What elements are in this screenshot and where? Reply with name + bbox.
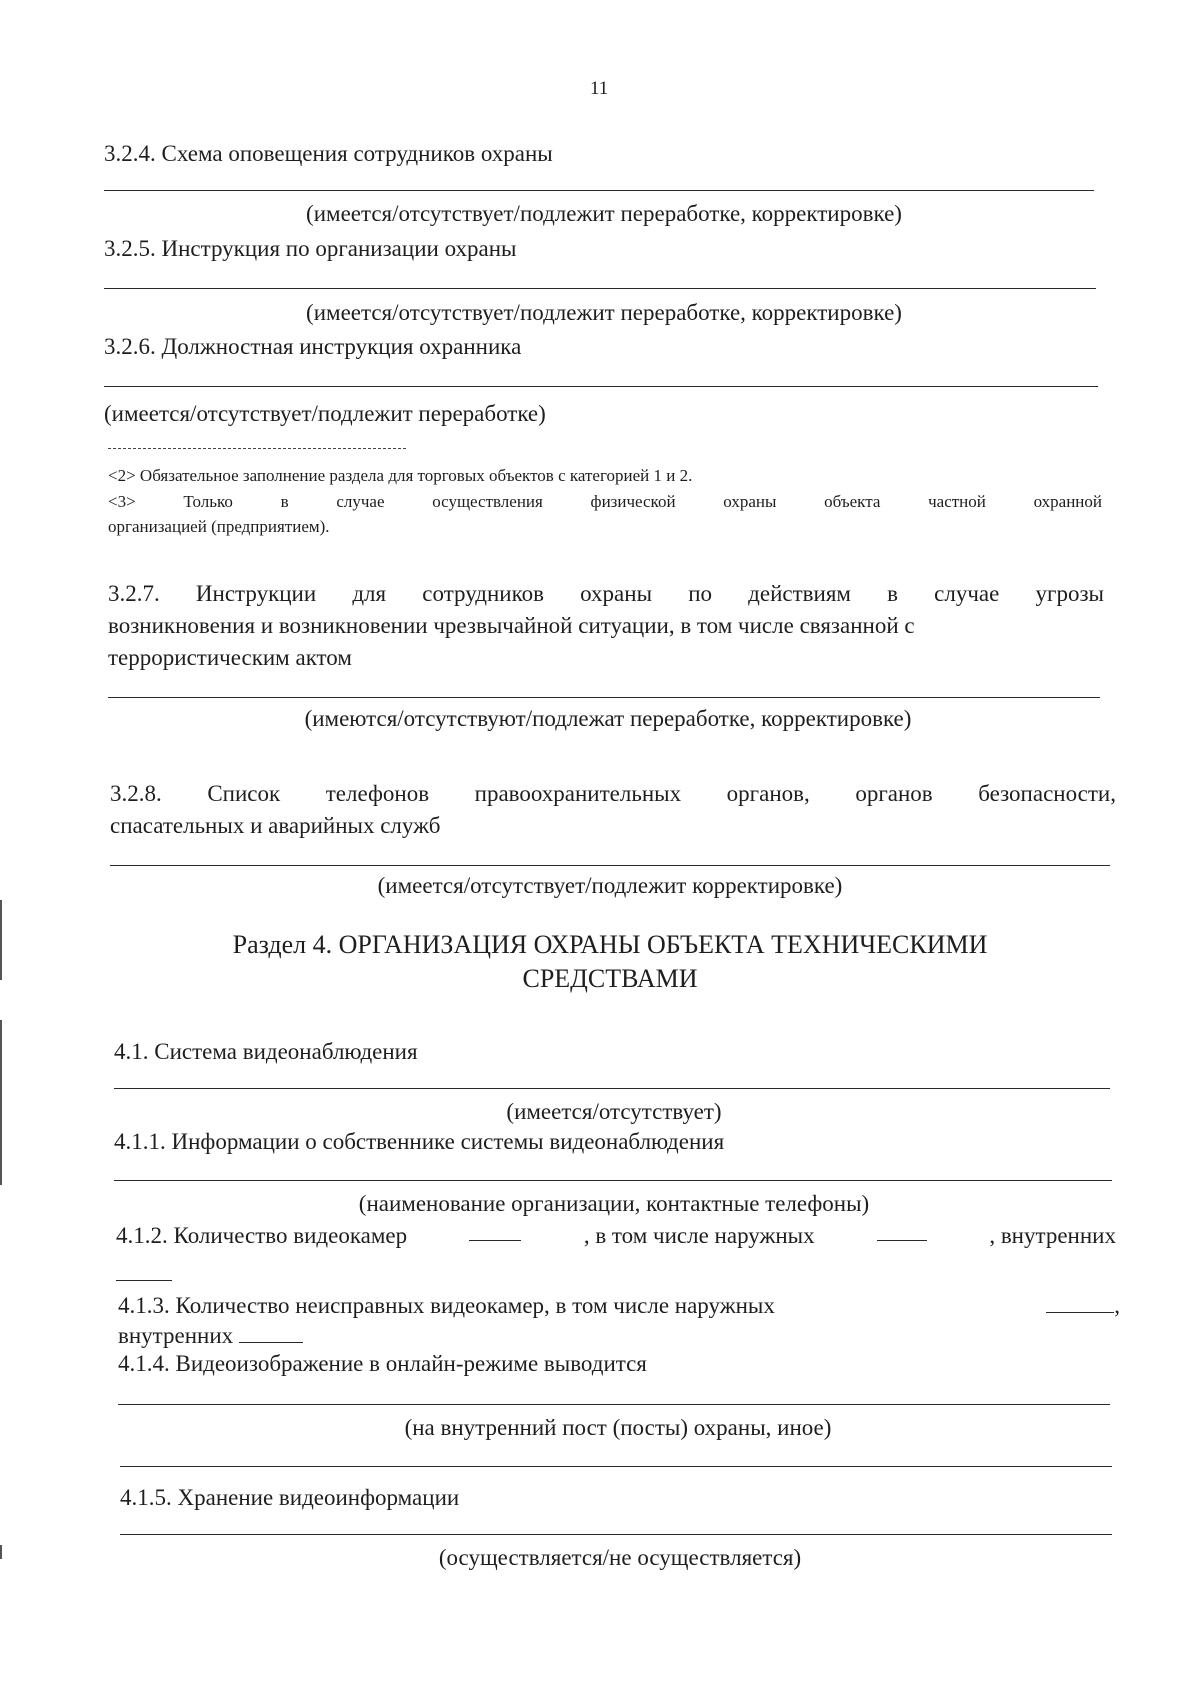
faulty-indoor-blank[interactable] (239, 1324, 303, 1343)
item-4-1-3-indoor-label: внутренних (118, 1323, 234, 1348)
item-3-2-6-title: 3.2.6. Должностная инструкция охранника (104, 334, 522, 359)
item-4-1-2-indoor-label: , внутренних (989, 1223, 1116, 1248)
item-4-1-title: 4.1. Система видеонаблюдения (114, 1039, 418, 1064)
item-4-1-caption: (имеется/отсутствует) (506, 1099, 722, 1124)
fill-line[interactable] (104, 190, 1094, 191)
indoor-count-blank[interactable] (116, 1280, 172, 1281)
fill-line[interactable] (114, 1088, 1110, 1089)
footnote-2: <2> Обязательное заполнение раздела для торговых объектов с категорией 1 и 2. (108, 466, 693, 485)
item-4-1-2-row (116, 1222, 1116, 1250)
section-4-heading-line1: Раздел 4. ОРГАНИЗАЦИЯ ОХРАНЫ ОБЪЕКТА ТЕХНИЧЕСКИМИ (232, 930, 988, 959)
outdoor-count-blank[interactable] (877, 1222, 927, 1241)
fill-line[interactable] (104, 288, 1096, 289)
footnote-3-line1: <3> Только в случае осуществления физической охраны объекта частной охранной (108, 492, 1102, 511)
item-4-1-2-label: 4.1.2. Количество видеокамер (116, 1223, 408, 1248)
fill-line[interactable] (110, 865, 1110, 866)
scan-edge-mark (0, 900, 2, 980)
item-4-1-4-title: 4.1.4. Видеоизображение в онлайн-режиме выводится (118, 1351, 647, 1376)
item-3-2-4-title: 3.2.4. Схема оповещения сотрудников охраны (104, 141, 553, 166)
item-3-2-8-caption: (имеется/отсутствует/подлежит корректировке) (377, 873, 843, 898)
scan-edge-mark (0, 1020, 2, 1185)
fill-line[interactable] (104, 386, 1098, 387)
item-3-2-4-caption: (имеется/отсутствует/подлежит переработке, корректировке) (306, 201, 902, 226)
item-3-2-7-line3: террористическим актом (108, 645, 352, 670)
fill-line[interactable] (114, 1180, 1112, 1181)
fill-line[interactable] (108, 697, 1100, 698)
item-4-1-5-title: 4.1.5. Хранение видеоинформации (120, 1485, 460, 1510)
page-number: 11 (590, 78, 609, 99)
item-3-2-7-line1: 3.2.7. Инструкции для сотрудников охраны по действиям в случае угрозы (108, 581, 1104, 606)
fill-line[interactable] (120, 1534, 1112, 1535)
item-3-2-7-line2: возникновения и возникновении чрезвычайной ситуации, в том числе связанной с (108, 613, 915, 638)
item-4-1-2-outdoor-label: , в том числе наружных (583, 1223, 815, 1248)
fill-line[interactable] (120, 1466, 1112, 1467)
item-4-1-4-caption: (на внутренний пост (посты) охраны, иное) (404, 1415, 832, 1440)
item-4-1-1-caption: (наименование организации, контактные телефоны) (358, 1191, 870, 1216)
item-4-1-1-title: 4.1.1. Информации о собственнике системы видеонаблюдения (114, 1129, 725, 1154)
item-4-1-3-row (118, 1292, 1120, 1320)
item-4-1-3-comma: , (1114, 1293, 1120, 1318)
item-3-2-8-line1: 3.2.8. Список телефонов правоохранительных органов, органов безопасности, (110, 781, 1116, 806)
section-4-heading-line2: СРЕДСТВАМИ (522, 964, 698, 993)
item-4-1-3-label: 4.1.3. Количество неисправных видеокамер, в том числе наружных (118, 1293, 775, 1318)
scan-edge-mark (0, 1545, 2, 1559)
item-3-2-7-caption: (имеются/отсутствуют/подлежат переработке, корректировке) (304, 706, 912, 731)
item-4-1-3-indoor (118, 1322, 303, 1350)
camera-count-blank[interactable] (469, 1222, 521, 1241)
item-3-2-6-caption: (имеется/отсутствует/подлежит переработке) (104, 401, 546, 426)
faulty-outdoor-blank[interactable] (1046, 1294, 1114, 1313)
item-3-2-5-caption: (имеется/отсутствует/подлежит переработке, корректировке) (306, 300, 902, 325)
footnote-3-line2: организацией (предприятием). (108, 517, 330, 536)
item-4-1-5-caption: (осуществляется/не осуществляется) (438, 1545, 802, 1570)
footnote-separator (108, 448, 406, 449)
item-3-2-5-title: 3.2.5. Инструкция по организации охраны (104, 236, 517, 261)
item-3-2-8-line2: спасательных и аварийных служб (110, 813, 441, 838)
fill-line[interactable] (118, 1404, 1110, 1405)
